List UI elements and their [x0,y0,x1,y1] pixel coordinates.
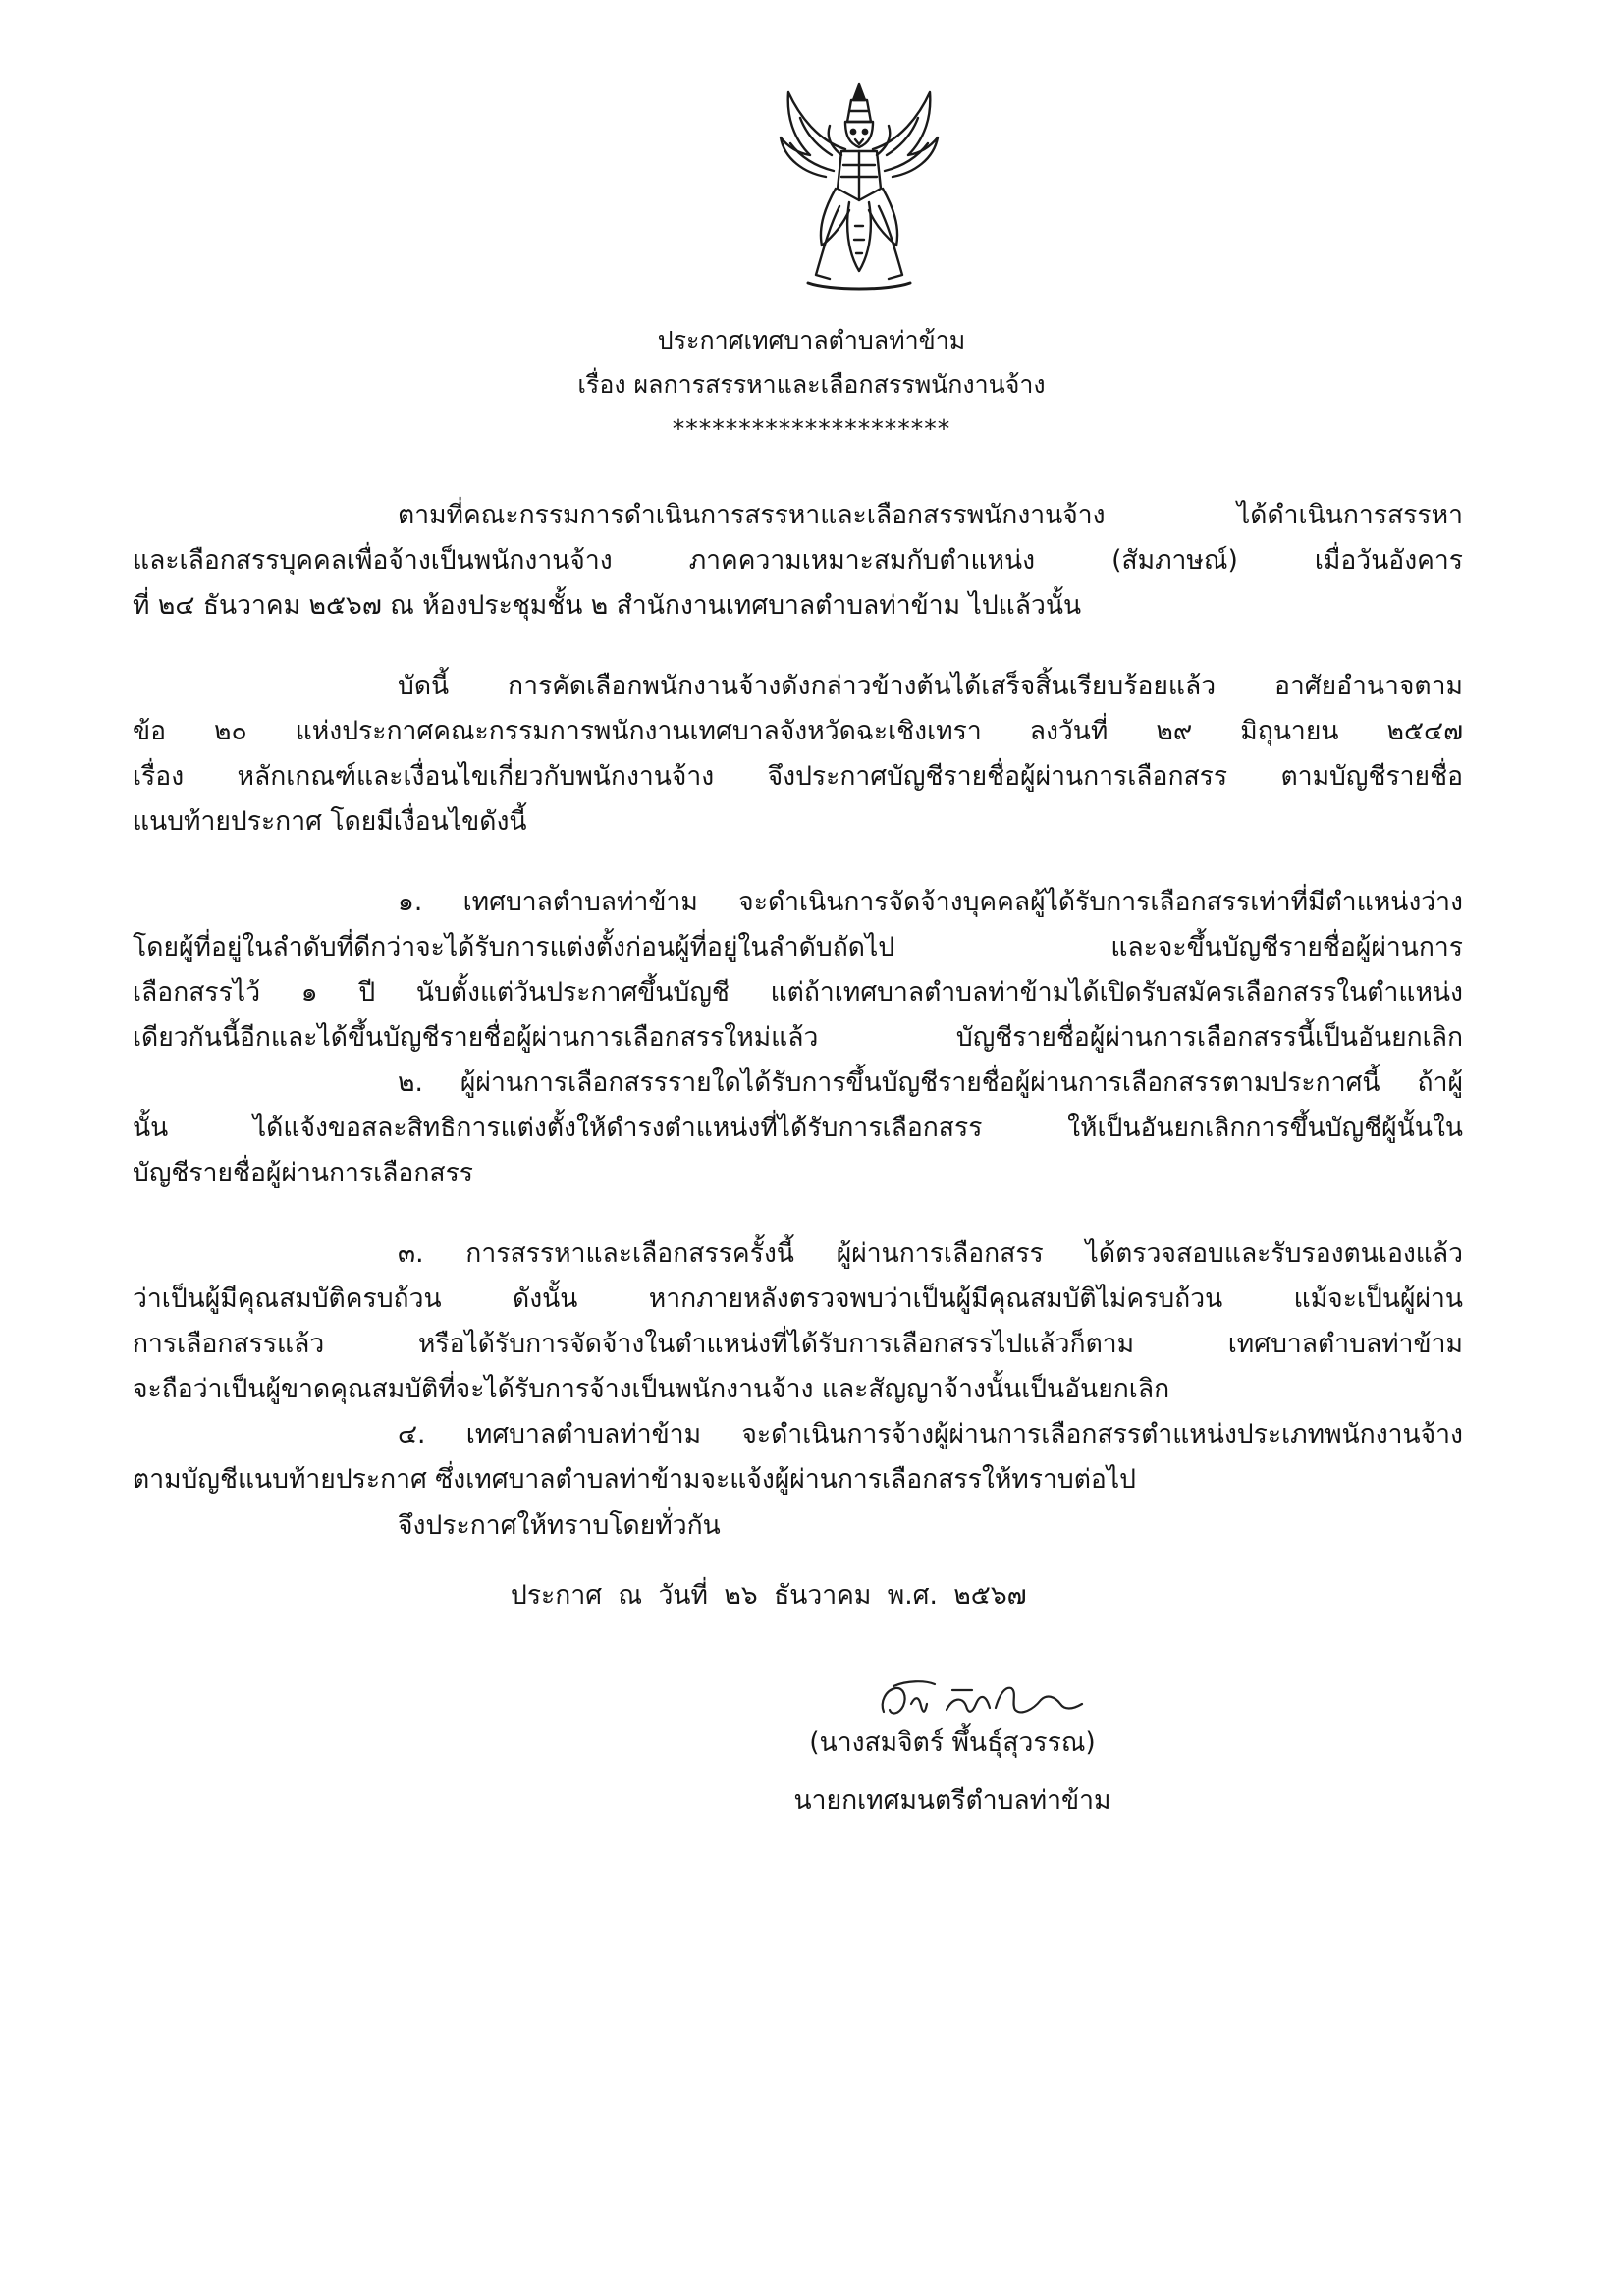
signatory-name: (นางสมจิตร์ พึ้นธุ์สุวรรณ) [809,1727,1096,1758]
paragraph-gap [133,1196,1463,1231]
announcement-date: ประกาศ ณ วันที่ ๒๖ ธันวาคม พ.ศ. ๒๕๖๗ [511,1580,1027,1611]
closing-announcement: จึงประกาศให้ทราบโดยทั่วกัน [398,1510,721,1541]
announcement-body [133,493,1463,1503]
body-line: แนบท้ายประกาศ โดยมีเงื่อนไขดังนี้ [133,806,527,837]
body-line: ว่าเป็นผู้มีคุณสมบัติครบถ้วน ดังนั้น หากภายหลังตรวจพบว่าเป็นผู้มีคุณสมบัติไม่ครบถ้วน แม้จะเป็นผู้ผ่าน [133,1284,1463,1314]
body-line: โดยผู้ที่อยู่ในลำดับที่ดีกว่าจะได้รับการแต่งตั้งก่อนผู้ที่อยู่ในลำดับถัดไป และจะขึ้นบัญชีรายชื่อผู้ผ่านการ [133,932,1463,962]
body-line: ๓. การสรรหาและเลือกสรรครั้งนี้ ผู้ผ่านการเลือกสรร ได้ตรวจสอบและรับรองตนเองแล้ว [398,1238,1463,1269]
garuda-emblem [761,79,957,300]
body-line: ๔. เทศบาลตำบลท่าข้าม จะดำเนินการจ้างผู้ผ่านการเลือกสรรตำแหน่งประเภทพนักงานจ้าง [398,1419,1463,1449]
announcement-title: ประกาศเทศบาลตำบลท่าข้าม [657,326,966,355]
body-line: เรื่อง หลักเกณฑ์และเงื่อนไขเกี่ยวกับพนักงานจ้าง จึงประกาศบัญชีรายชื่อผู้ผ่านการเลือกสรร ตามบัญชีรายชื่อ [133,761,1463,792]
body-line: เดียวกันนี้อีกและได้ขึ้นบัญชีรายชื่อผู้ผ่านการเลือกสรรใหม่แล้ว บัญชีรายชื่อผู้ผ่านการเลือกสรรนี้เป็นอันยกเลิก [133,1022,1463,1053]
body-line: การเลือกสรรแล้ว หรือได้รับการจัดจ้างในตำแหน่งที่ได้รับการเลือกสรรไปแล้วก็ตาม เทศบาลตำบลท่าข้าม [133,1329,1463,1359]
body-line: ข้อ ๒๐ แห่งประกาศคณะกรรมการพนักงานเทศบาลจังหวัดฉะเชิงเทรา ลงวันที่ ๒๙ มิถุนายน ๒๕๔๗ [133,716,1463,746]
signatory-position: นายกเทศมนตรีตำบลท่าข้าม [793,1785,1111,1816]
body-line: เลือกสรรไว้ ๑ ปี นับตั้งแต่วันประกาศขึ้นบัญชี แต่ถ้าเทศบาลตำบลท่าข้ามได้เปิดรับสมัครเลือกสรรในตำแหน่ง [133,977,1463,1008]
paragraph-gap [133,845,1463,880]
body-line: ตามบัญชีแนบท้ายประกาศ ซึ่งเทศบาลตำบลท่าข้ามจะแจ้งผู้ผ่านการเลือกสรรให้ทราบต่อไป [133,1464,1136,1495]
signature-image [864,1674,1100,1728]
body-line: ๑. เทศบาลตำบลท่าข้าม จะดำเนินการจัดจ้างบุคคลผู้ได้รับการเลือกสรรเท่าที่มีตำแหน่งว่าง [398,887,1463,917]
paragraph-gap [133,629,1463,664]
body-line: จะถือว่าเป็นผู้ขาดคุณสมบัติที่จะได้รับการจ้างเป็นพนักงานจ้าง และสัญญาจ้างนั้นเป็นอันยกเลิก [133,1374,1170,1404]
body-line: และเลือกสรรบุคคลเพื่อจ้างเป็นพนักงานจ้าง ภาคความเหมาะสมกับตำแหน่ง (สัมภาษณ์) เมื่อวันอังคาร [133,545,1463,575]
body-line: บัดนี้ การคัดเลือกพนักงานจ้างดังกล่าวข้างต้นได้เสร็จสิ้นเรียบร้อยแล้ว อาศัยอำนาจตาม [398,671,1463,701]
body-line: ตามที่คณะกรรมการดำเนินการสรรหาและเลือกสรรพนักงานจ้าง ได้ดำเนินการสรรหา [398,500,1463,530]
body-line: นั้น ได้แจ้งขอสละสิทธิการแต่งตั้งให้ดำรงตำแหน่งที่ได้รับการเลือกสรร ให้เป็นอันยกเลิกการขึ้นบัญชีผู้นั้นใน [133,1113,1463,1143]
decorative-stars: ********************* [672,414,951,443]
body-line: ที่ ๒๔ ธันวาคม ๒๕๖๗ ณ ห้องประชุมชั้น ๒ สำนักงานเทศบาลตำบลท่าข้าม ไปแล้วนั้น [133,590,1082,621]
announcement-subject: เรื่อง ผลการสรรหาและเลือกสรรพนักงานจ้าง [577,370,1046,399]
body-line: บัญชีรายชื่อผู้ผ่านการเลือกสรร [133,1158,474,1188]
body-line: ๒. ผู้ผ่านการเลือกสรรรายใดได้รับการขึ้นบัญชีรายชื่อผู้ผ่านการเลือกสรรตามประกาศนี้ ถ้าผู้ [398,1067,1463,1098]
